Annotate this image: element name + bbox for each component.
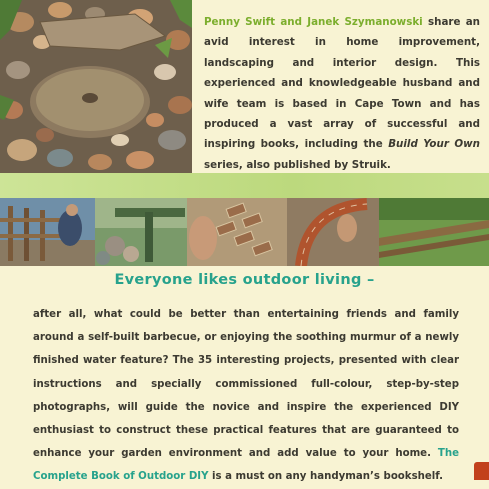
author-conjunction: and (280, 16, 302, 28)
fence-building-photo (0, 198, 95, 266)
author-bio (204, 12, 480, 175)
series-title: Build Your Own (388, 138, 480, 151)
blurb-closing: is a must on any handyman’s bookshelf. (212, 471, 444, 483)
blurb-paragraph (33, 303, 459, 489)
water-feature-photo (0, 0, 192, 173)
author-name-2: Janek Szymanowski (307, 16, 423, 28)
book-title: The Complete Book of Outdoor DIY (33, 448, 460, 483)
publisher-logo-corner (474, 462, 489, 480)
pipe-pump-photo (95, 198, 187, 266)
author-name-1: Penny Swift (204, 16, 276, 28)
green-band (0, 173, 489, 198)
bio-text: share an avid interest in home improvement, landscaping and interior design. This experienced and knowledgeable husband and wife team is based in Cape Town and has produced a vast array of successful and inspiring books, including the (204, 16, 481, 151)
project-photo-strip (0, 198, 489, 266)
timber-edging-lawn-photo (379, 198, 489, 266)
bio-text-end: series, also published by Struik. (204, 158, 391, 171)
circular-brick-wall-photo (287, 198, 379, 266)
blurb-text: after all, what could be better than entertaining friends and family around a self-built barbecue, or enjoying the soothing murmur of a newly finished water feature? The 35 interesting projects, presented with clear instructions and specially commissioned full-colour, step-by-step photographs, will guide the novice and inspire the experienced DIY enthusiast to construct these practical features that are guaranteed to enhance your garden environment and add value to your home. (33, 309, 459, 460)
brick-paving-photo (187, 198, 287, 266)
headline: Everyone likes outdoor living – (114, 272, 375, 288)
